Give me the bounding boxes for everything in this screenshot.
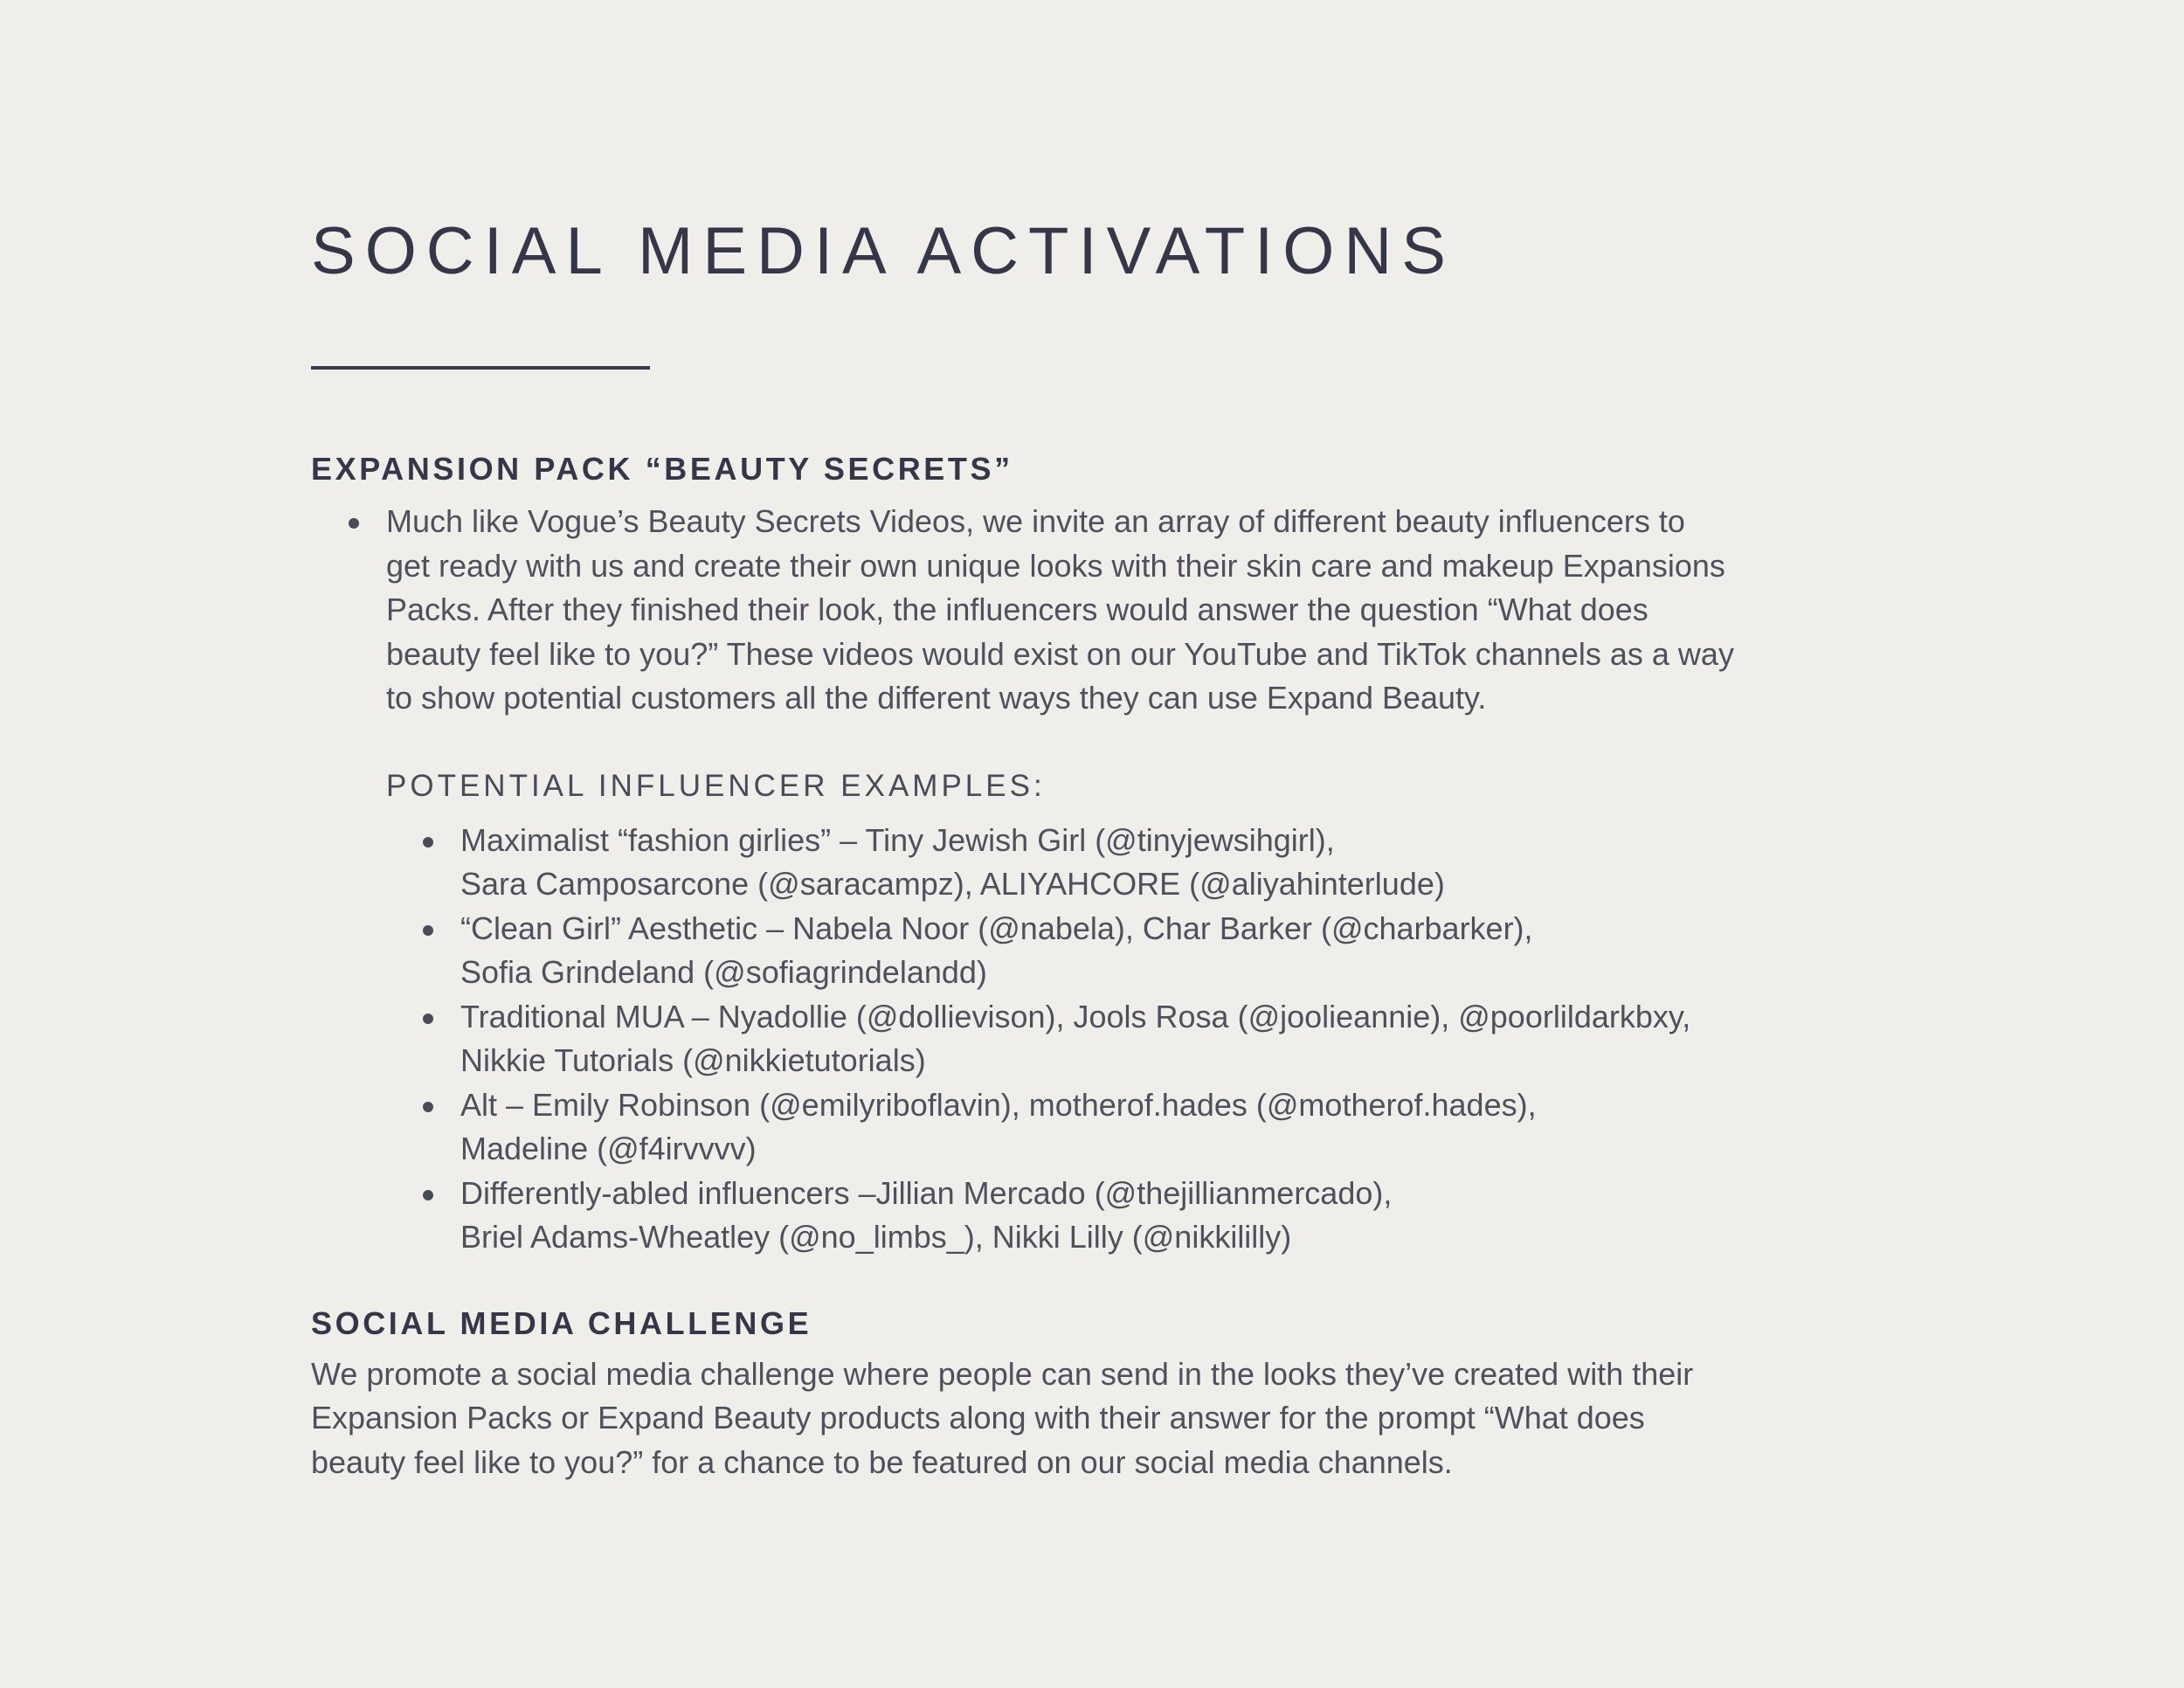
example-line: Traditional MUA – Nyadollie (@dollievison), Jools Rosa (@joolieannie), @poorlildarkbxy,: [460, 998, 1691, 1034]
list-item: [460, 907, 1866, 995]
list-item: [460, 995, 1866, 1083]
content-area: [311, 446, 1866, 1484]
title-underline: [311, 366, 650, 370]
example-line: “Clean Girl” Aesthetic – Nabela Noor (@nabela), Char Barker (@charbarker),: [460, 910, 1533, 946]
challenge-line: Expansion Packs or Expand Beauty products along with their answer for the prompt “What does: [311, 1400, 1645, 1435]
list-item: [460, 819, 1866, 907]
paragraph-line: to show potential customers all the different ways they can use Expand Beauty.: [386, 680, 1487, 716]
expansion-pack-item: [386, 500, 1866, 1260]
challenge-line: We promote a social media challenge where people can send in the looks they’ve created with their: [311, 1355, 1694, 1392]
example-line: Sofia Grindeland (@sofiagrindelandd): [460, 954, 987, 990]
example-line: Alt – Emily Robinson (@emilyriboflavin), motherof.hades (@motherof.hades),: [460, 1086, 1537, 1123]
bullet-icon: [349, 518, 359, 529]
expansion-pack-list: [311, 500, 1866, 1260]
challenge-line: beauty feel like to you?” for a chance to be featured on our social media channels.: [311, 1443, 1453, 1480]
challenge-heading: SOCIAL MEDIA CHALLENGE: [311, 1304, 812, 1341]
paragraph-line: get ready with us and create their own unique looks with their skin care and makeup Expansions: [386, 547, 1725, 584]
list-item: [460, 1172, 1866, 1260]
example-line: Differently-abled influencers –Jillian Mercado (@thejillianmercado),: [460, 1174, 1393, 1211]
bullet-icon: [423, 925, 433, 936]
influencer-examples-heading: POTENTIAL INFLUENCER EXAMPLES:: [386, 768, 1046, 803]
example-line: Maximalist “fashion girlies” – Tiny Jewish Girl (@tinyjewsihgirl),: [460, 821, 1335, 858]
paragraph-line: Packs. After they finished their look, the influencers would answer the question “What does: [386, 591, 1648, 627]
expansion-pack-heading: EXPANSION PACK “BEAUTY SECRETS”: [311, 451, 1013, 487]
example-line: Briel Adams-Wheatley (@no_limbs_), Nikki Lilly (@nikkililly): [460, 1219, 1292, 1255]
example-line: Madeline (@f4irvvvv): [460, 1131, 757, 1166]
influencer-examples-list: [386, 819, 1866, 1260]
paragraph-line: Much like Vogue’s Beauty Secrets Videos, we invite an array of different beauty influencers to: [386, 503, 1685, 539]
bullet-icon: [423, 1013, 433, 1024]
page-title: SOCIAL MEDIA ACTIVATIONS: [311, 214, 1455, 288]
challenge-paragraph: [311, 1352, 1866, 1485]
paragraph-line: beauty feel like to you?” These videos would exist on our YouTube and TikTok channels as a way: [386, 635, 1734, 672]
example-line: Nikkie Tutorials (@nikkietutorials): [460, 1042, 926, 1078]
list-item: [460, 1083, 1866, 1172]
bullet-icon: [423, 1190, 433, 1200]
bullet-icon: [423, 837, 433, 847]
bullet-icon: [423, 1102, 433, 1112]
expansion-pack-paragraph: [386, 500, 1866, 721]
example-line: Sara Camposarcone (@saracampz), ALIYAHCORE (@aliyahinterlude): [460, 866, 1445, 902]
